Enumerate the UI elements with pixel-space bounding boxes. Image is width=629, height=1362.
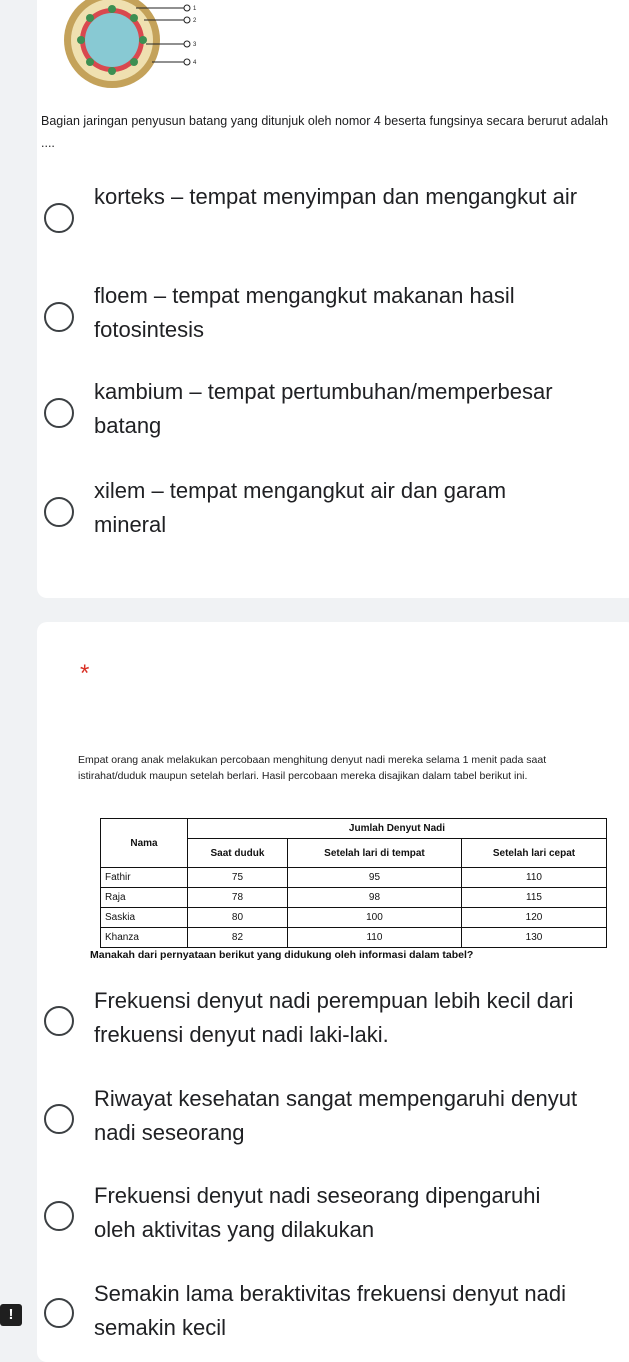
q2-option-2[interactable] — [0, 1082, 600, 1162]
cell-value: 80 — [188, 908, 288, 928]
subheader-lari-cepat: Setelah lari cepat — [462, 839, 607, 868]
cell-value: 100 — [287, 908, 461, 928]
option-label: xilem – tempat mengangkut air dan garam mineral — [94, 478, 507, 537]
cell-value: 130 — [462, 928, 607, 948]
cell-value: 120 — [462, 908, 607, 928]
diagram-label-1: 1 — [193, 6, 197, 12]
option-label: Semakin lama beraktivitas frekuensi denyut nadi semakin kecil — [94, 1281, 567, 1340]
radio-button[interactable] — [44, 302, 74, 332]
option-label: Frekuensi denyut nadi perempuan lebih kecil dari frekuensi denyut nadi laki-laki. — [94, 988, 574, 1047]
q2-option-3[interactable] — [0, 1179, 600, 1259]
table-row — [101, 928, 607, 948]
required-asterisk: * — [80, 660, 90, 687]
warning-icon[interactable]: ! — [0, 1304, 22, 1326]
cell-value: 82 — [188, 928, 288, 948]
q2-option-1[interactable] — [0, 984, 600, 1064]
cell-value: 75 — [188, 868, 288, 888]
cell-value: 110 — [287, 928, 461, 948]
cell-value: 95 — [287, 868, 461, 888]
subheader-saat-duduk: Saat duduk — [188, 839, 288, 868]
table-row — [101, 908, 607, 928]
cell-value: 110 — [462, 868, 607, 888]
q1-option-1[interactable] — [0, 180, 600, 260]
row-name: Raja — [101, 888, 188, 908]
option-label: Frekuensi denyut nadi seseorang dipengaruhi oleh aktivitas yang dilakukan — [94, 1183, 541, 1242]
option-label: floem – tempat mengangkut makanan hasil fotosintesis — [94, 283, 515, 342]
radio-button[interactable] — [44, 1006, 74, 1036]
cell-value: 78 — [188, 888, 288, 908]
radio-button[interactable] — [44, 1298, 74, 1328]
q1-option-3[interactable] — [0, 375, 600, 455]
table-row — [101, 888, 607, 908]
row-name: Saskia — [101, 908, 188, 928]
radio-button[interactable] — [44, 203, 74, 233]
option-label: kambium – tempat pertumbuhan/memperbesar batang — [94, 379, 553, 438]
header-nama: Nama — [101, 819, 188, 868]
pith — [85, 13, 139, 67]
option-label: korteks – tempat menyimpan dan mengangkut air — [94, 184, 578, 209]
header-jumlah-denyut: Jumlah Denyut Nadi — [188, 819, 607, 839]
q1-option-2[interactable] — [0, 279, 600, 359]
cell-value: 115 — [462, 888, 607, 908]
option-label: Riwayat kesehatan sangat mempengaruhi denyut nadi seseorang — [94, 1086, 578, 1145]
question-1-text: Bagian jaringan penyusun batang yang ditunjuk oleh nomor 4 beserta fungsinya secara berurut adalah .... — [41, 114, 609, 150]
radio-button[interactable] — [44, 398, 74, 428]
diagram-label-3: 3 — [193, 42, 197, 48]
radio-button[interactable] — [44, 1201, 74, 1231]
radio-button[interactable] — [44, 497, 74, 527]
cell-value: 98 — [287, 888, 461, 908]
row-name: Khanza — [101, 928, 188, 948]
diagram-label-4: 4 — [193, 60, 197, 66]
question-2-text: Empat orang anak melakukan percobaan menghitung denyut nadi mereka selama 1 menit pada saat istirahat/duduk maupun setelah berlari. Hasil percobaan mereka disajikan dalam tabel berikut ini. — [78, 754, 547, 782]
subheader-lari-di-tempat: Setelah lari di tempat — [287, 839, 461, 868]
q1-option-4[interactable] — [0, 474, 600, 554]
row-name: Fathir — [101, 868, 188, 888]
diagram-label-2: 2 — [193, 18, 197, 24]
q2-option-4[interactable] — [0, 1277, 600, 1357]
table-row — [101, 868, 607, 888]
stem-cross-section-diagram — [44, 0, 224, 92]
pulse-table — [100, 818, 607, 948]
radio-button[interactable] — [44, 1104, 74, 1134]
question-2-subquestion: Manakah dari pernyataan berikut yang didukung oleh informasi dalam tabel? — [90, 949, 474, 961]
